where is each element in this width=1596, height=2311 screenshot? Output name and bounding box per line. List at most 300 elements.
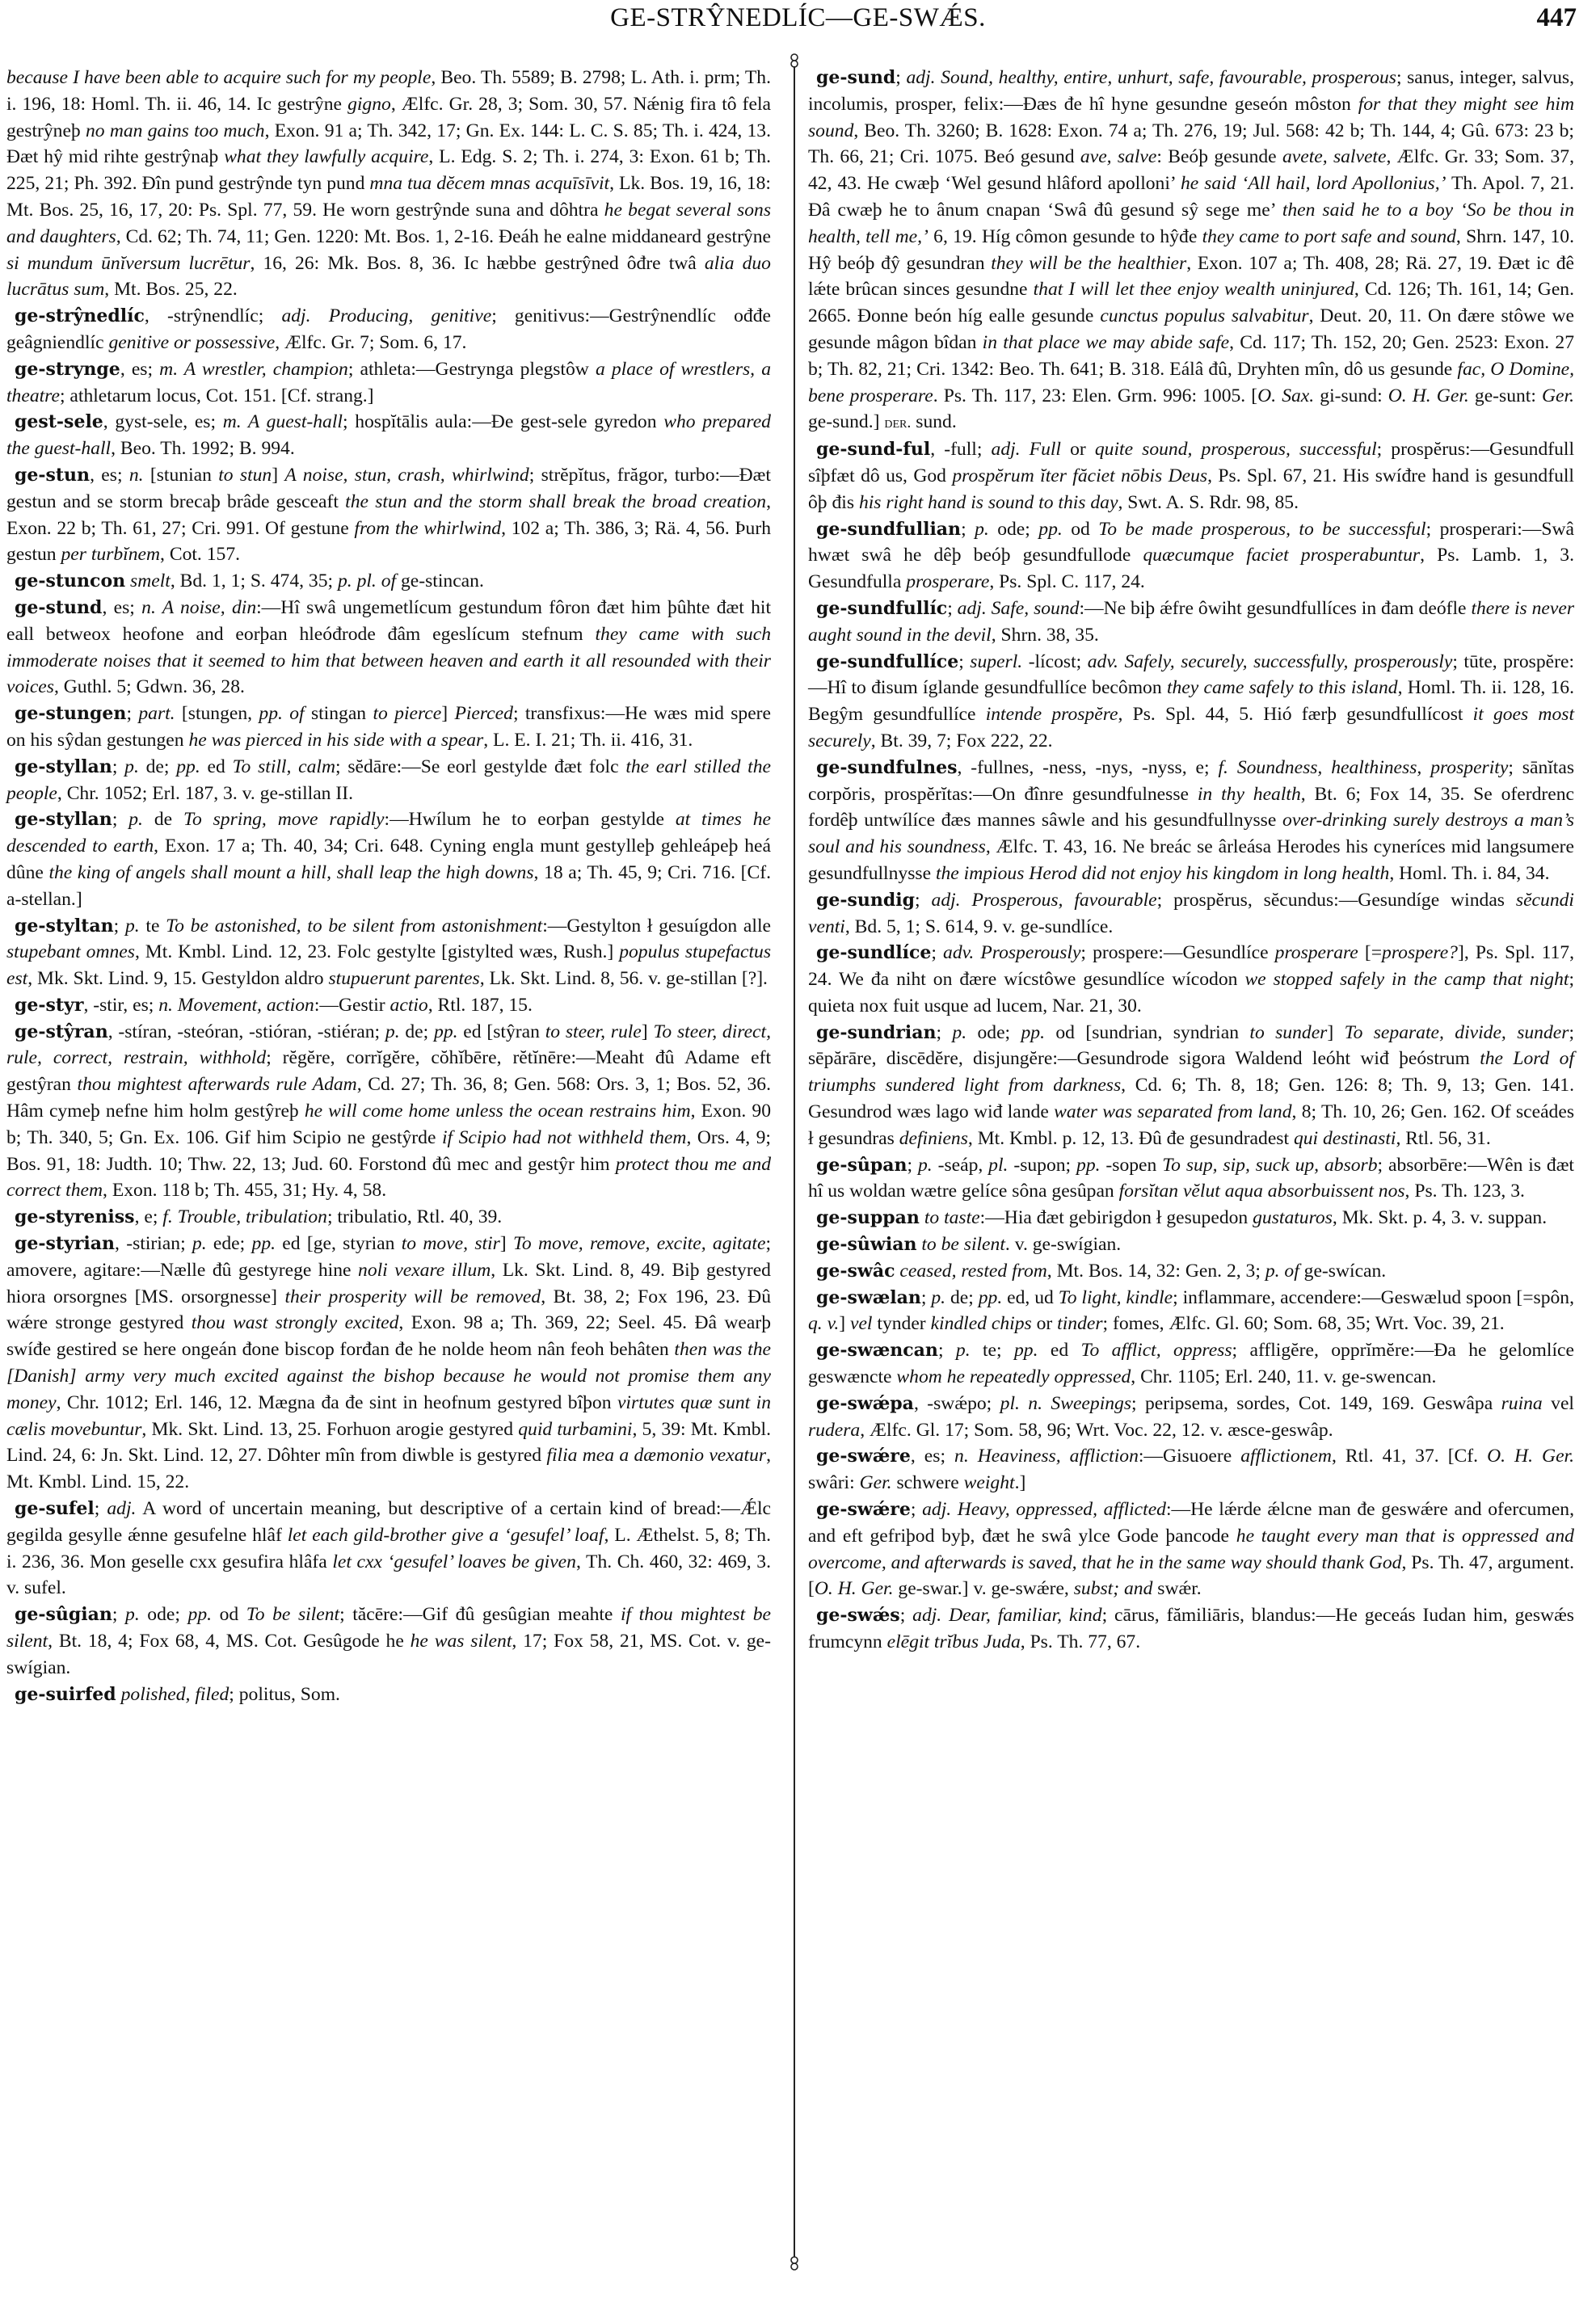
entry-text: :—Hî swâ ungemetlícum gestundum fôron đæt him þûhte đæt hit eall betweox heofone and eorþan hleóđrode đâm egeslícum stefnum — [6, 596, 772, 645]
italic-gloss: they will be the healthier — [991, 252, 1187, 274]
headword: ge-swǽs — [816, 1605, 900, 1627]
italic-gloss: n. A noise, din — [141, 596, 257, 618]
italic-gloss: To light, kindle — [1058, 1286, 1173, 1308]
italic-gloss: polished, filed — [120, 1683, 230, 1705]
entry-text: [= — [1358, 942, 1383, 964]
italic-gloss: adj. Dear, familiar, kind — [912, 1605, 1102, 1627]
italic-gloss: f. Soundness, healthiness, prosperity — [1218, 756, 1509, 778]
entry-text: , 16, 26: Mk. Bos. 8, 36. Ic hæbbe gestrŷned ôđre twâ — [250, 252, 705, 274]
entry-text: , Chr. 1052; Erl. 187, 3. v. ge-stillan II. — [57, 782, 353, 804]
italic-gloss: p. — [955, 1340, 971, 1362]
entry-text: . Ps. Th. 117, 23: Elen. Grm. 996: 1005. [ — [933, 385, 1258, 406]
entry-text: , Cd. 62; Th. 74, 11; Gen. 1220: Mt. Bos. 1, 2-16. Ðeáh he ealne middaneard gestrŷne — [116, 225, 771, 247]
italic-gloss: pp. of — [259, 703, 305, 725]
dictionary-entry — [6, 806, 771, 912]
entry-text: , Bt. 38, 2; Fox 196, 23. Đû wǽre stronge gestyred — [6, 1286, 771, 1334]
dictionary-entry — [6, 462, 771, 568]
italic-gloss: if thou mightest be silent — [6, 1604, 771, 1652]
headword: ge-styltan — [15, 915, 114, 937]
italic-gloss: in that place we may abide safe — [982, 331, 1230, 353]
entry-text: ; peripsema, sordes, Cot. 149, 169. Geswâpa — [1131, 1392, 1501, 1414]
entry-text: vel — [1542, 1392, 1574, 1414]
entry-text: de — [142, 809, 183, 831]
entry-text: ed [ge, styrian — [276, 1233, 402, 1255]
italic-gloss: pp. — [978, 1286, 1003, 1308]
italic-gloss: who prepared the guest-hall — [6, 411, 771, 460]
dictionary-entry — [808, 1258, 1574, 1285]
italic-gloss: there is never aught sound in the devil — [808, 597, 1574, 646]
column-divider-rule — [794, 66, 795, 2256]
page-header — [0, 0, 1596, 48]
entry-text: swǽr. — [1152, 1578, 1202, 1600]
entry-text: , Ælfc. Gl. 17; Som. 58, 96; Wrt. Voc. 22, 12. v. æsce-geswâp. — [860, 1419, 1333, 1441]
entry-text: ; prospere:—Gesundlíce — [1080, 942, 1275, 964]
dictionary-entry — [808, 1020, 1574, 1152]
italic-gloss: vel — [849, 1313, 873, 1335]
dictionary-entry — [808, 1285, 1574, 1338]
italic-gloss: they came safely to this island — [1166, 677, 1398, 699]
headword: ge-stun — [15, 464, 91, 486]
italic-gloss: O. H. Ger. — [1487, 1446, 1575, 1467]
dictionary-entry — [808, 436, 1574, 516]
dictionary-entry — [6, 913, 771, 992]
entry-text: od — [212, 1604, 246, 1626]
italic-gloss: stupebant omnes — [6, 941, 135, 963]
entry-text: tynder — [872, 1313, 931, 1335]
italic-gloss: adj. — [107, 1498, 137, 1520]
entry-text: ; amovere, agitare:—Nælle đû gestyrege hine — [6, 1233, 771, 1281]
entry-text: , Beo. Th. 1992; B. 994. — [111, 438, 295, 460]
entry-text: . v. ge-swígian. — [1004, 1234, 1122, 1256]
running-head: GE-STRŶNEDLÍC—GE-SWǼS. — [610, 3, 986, 32]
italic-gloss: part. — [138, 703, 175, 725]
italic-gloss: a place of wrestlers, a theatre — [6, 358, 771, 406]
dictionary-entry-continuation — [6, 65, 771, 303]
italic-gloss: the king of angels shall mount a hill, shall leap the high downs — [48, 861, 534, 883]
italic-gloss: avete, salvete — [1282, 146, 1387, 168]
italic-gloss: over-drinking surely destroys a man’s soul and his soundness — [808, 810, 1574, 858]
entry-text: ; politus, Som. — [229, 1683, 340, 1705]
entry-text: or — [1031, 1313, 1058, 1335]
italic-gloss: the impious Herod did not enjoy his kingdom in long health — [935, 862, 1390, 884]
entry-text: sund. — [911, 411, 957, 433]
entry-text: ] — [441, 703, 455, 725]
headword: ge-swæncan — [816, 1340, 938, 1362]
entry-text: , Exon. 98 a; Th. 369, 22; Seel. 45. Đâ wearþ swíđe gestired se here ongeán đone biscop forđan đe he nolde heom nân feoh behâten — [6, 1312, 772, 1361]
dictionary-entry — [808, 1602, 1574, 1656]
italic-gloss: ceased, rested from — [899, 1260, 1047, 1282]
italic-gloss: adj. Safe, sound — [957, 597, 1080, 619]
entry-text: , Exon. 91 a; Th. 342, 17; Gn. Ex. 144: L. C. S. 85; Th. i. 424, 13. Ðæt hŷ mid rihte gestrŷnaþ — [6, 120, 772, 168]
italic-gloss: to pierce — [373, 703, 442, 725]
italic-gloss: m. A wrestler, champion — [159, 358, 348, 380]
entry-text: , Rtl. 41, 37. [Cf. — [1331, 1446, 1488, 1467]
italic-gloss: then said he to a boy ‘So be thou in health, tell me,’ — [808, 199, 1575, 247]
entry-text: , Ps. Th. 123, 3. — [1404, 1181, 1525, 1202]
headword: ge-sûwian — [816, 1234, 917, 1256]
entry-text: , 102 a; Th. 386, 3; Rä. 4, 56. Þurh gestun — [6, 517, 772, 566]
entry-text: , Ælfc. Gr. 7; Som. 6, 17. — [275, 331, 467, 353]
entry-text: , Homl. Th. ii. 128, 16. Begŷm gesundfullíce — [808, 677, 1574, 726]
entry-text: :—Gestir — [314, 994, 390, 1016]
entry-text: ] — [641, 1021, 654, 1042]
italic-gloss: O. Sax. — [1257, 385, 1315, 406]
entry-text: , Bd. 5, 1; S. 614, 9. v. ge-sundlíce. — [844, 916, 1114, 937]
italic-gloss: that I will let thee enjoy wealth uninjured — [1033, 279, 1354, 301]
italic-gloss: pp. — [187, 1604, 213, 1626]
entry-text: ; quieta nox fuit usque ad lucem, Nar. 21, 30. — [808, 969, 1574, 1017]
italic-gloss: To still, calm — [232, 756, 336, 777]
entry-text: :—Gisuoere — [1138, 1446, 1241, 1467]
entry-text: ; genitivus:—Gestrŷnendlíc ođđe geâgniendlíc — [6, 305, 771, 353]
italic-gloss: water was separated from land — [1054, 1101, 1292, 1123]
entry-text: ; tribulatio, Rtl. 40, 39. — [326, 1206, 503, 1228]
entry-text: de; — [138, 756, 177, 777]
entry-text: ; transfixus:—He wæs mid spere on his sŷdan gestungen — [6, 703, 772, 751]
entry-text: od — [1062, 518, 1099, 540]
entry-text: , Ælfc. Gr. 28, 3; Som. 30, 57. Nǽnig fira tô fela gestrŷneþ — [6, 93, 772, 141]
entry-text: [stungen, — [175, 703, 259, 725]
headword: ge-sund — [816, 67, 896, 88]
italic-gloss: pp. — [1013, 1340, 1038, 1362]
entry-text: , 8; Th. 10, 26; Gen. 162. Of sceádes ł gesundras — [808, 1101, 1575, 1149]
dictionary-entry — [808, 1152, 1574, 1206]
entry-text: te; — [970, 1340, 1014, 1362]
entry-text: , Cd. 6; Th. 8, 18; Gen. 126: 8; Th. 9, 13; Gen. 141. Gesundrod wæs lago wiđ lande — [808, 1075, 1575, 1123]
italic-gloss: fac, O Domine, bene prosperare — [808, 358, 1574, 406]
headword: ge-stungen — [15, 703, 127, 725]
italic-gloss: quite sound, prosperous, successful — [1094, 439, 1377, 461]
headword: ge-stŷran — [15, 1021, 108, 1042]
italic-gloss: genitive or possessive — [108, 331, 276, 353]
entry-text: , -swǽpo; — [913, 1392, 1000, 1414]
column-rule-finial-icon — [787, 2253, 802, 2271]
entry-text: ; — [958, 650, 971, 672]
entry-text: ; — [915, 889, 932, 911]
italic-gloss: let cxx ‘gesufel’ loaves be given — [332, 1551, 576, 1572]
entry-text: , Bd. 1, 1; S. 474, 35; — [170, 570, 338, 592]
italic-gloss: he taught every man that is oppressed and overcome, and afterwards is saved, that he in the same way should thank God — [808, 1525, 1574, 1573]
dictionary-entry — [6, 356, 771, 410]
italic-gloss: rudera — [808, 1419, 861, 1441]
italic-gloss: they came with such immoderate noises that it seemed to him that between heaven and earth it all resounded with their voices — [6, 623, 771, 698]
italic-gloss: let each gild-brother give a ‘gesufel’ loaf — [287, 1524, 604, 1546]
italic-gloss: To be silent — [246, 1604, 340, 1626]
italic-gloss: To be astonished, to be silent from astonishment — [166, 915, 543, 937]
entry-text: ; sĕdāre:—Se eorl gestylde đæt folc — [335, 756, 626, 777]
dictionary-entry — [808, 1231, 1574, 1258]
entry-text: , Mt. Kmbl. Lind. 15, 22. — [6, 1445, 771, 1493]
entry-text: stingan — [304, 703, 373, 725]
italic-gloss: superl. — [970, 650, 1023, 672]
dictionary-entry — [808, 1337, 1574, 1391]
dictionary-entry — [808, 1443, 1574, 1496]
italic-gloss: pl. — [988, 1154, 1009, 1176]
italic-gloss: p. — [385, 1021, 400, 1042]
entry-text: ; hospĭtālis aula:—Ðe gest-sele gyredon — [342, 411, 664, 433]
italic-gloss: to stun — [218, 464, 272, 486]
entry-text: ed — [200, 756, 233, 777]
headword: gest-sele — [15, 411, 103, 433]
entry-text: [stunian — [143, 464, 219, 486]
italic-gloss: ruina — [1501, 1392, 1543, 1414]
italic-gloss: quid turbamini — [518, 1418, 633, 1440]
entry-text: , -fullnes, -ness, -nys, -nyss, e; — [957, 756, 1219, 778]
entry-text: : Beóþ gesunde — [1156, 146, 1282, 168]
headword: ge-swǽre — [816, 1446, 911, 1467]
entry-text: , -full; — [930, 439, 992, 461]
headword: ge-styrian — [15, 1233, 116, 1255]
headword: ge-strŷnedlíc — [15, 305, 145, 327]
italic-gloss: cunctus populus salvabitur — [1100, 305, 1309, 327]
italic-gloss: to be silent — [921, 1234, 1005, 1256]
entry-text: , Homl. Th. i. 84, 34. — [1389, 862, 1550, 884]
headword: ge-styllan — [15, 809, 112, 831]
italic-gloss: q. v. — [808, 1313, 840, 1335]
entry-text: -seáp, — [932, 1154, 989, 1176]
entry-text: , Mt. Bos. 14, 32: Gen. 2, 3; — [1046, 1260, 1265, 1282]
entry-text: , Beo. Th. 3260; B. 1628: Exon. 74 a; Th. 276, 19; Jul. 568: 42 b; Th. 144, 4; Gû. 673: 23 b; Th. 66, 21; Cri. 1075. Beó gesund — [808, 120, 1574, 168]
italic-gloss: to move, stir — [401, 1233, 500, 1255]
entry-text: ; prospĕrus, sĕcundus:—Gesundíge windas — [1156, 889, 1516, 911]
italic-gloss: populus stupefactus est — [6, 941, 771, 990]
entry-text: , es; — [102, 596, 142, 618]
italic-gloss: prosperare — [1274, 942, 1358, 964]
headword: ge-sundlíce — [816, 942, 932, 964]
entry-text: ; prospĕrus:—Gesundfull sîþfæt dô us, God — [808, 439, 1575, 486]
entry-text: ; — [937, 1340, 956, 1362]
italic-gloss: noli vexare illum — [358, 1259, 491, 1281]
entry-text: , Cot. 157. — [160, 544, 241, 566]
entry-text: ] — [839, 1313, 850, 1335]
entry-text: , es; — [910, 1446, 955, 1467]
entry-text: ede; — [206, 1233, 252, 1255]
italic-gloss: virtutes quæ sunt in cælis movebuntur — [6, 1391, 771, 1440]
entry-text: , Exon. 118 b; Th. 455, 31; Hy. 4, 58. — [103, 1180, 387, 1202]
headword: ge-swǽpa — [816, 1392, 914, 1414]
entry-text: od [sundrian, syndrian — [1045, 1021, 1250, 1043]
entry-text: -supon; — [1008, 1154, 1077, 1176]
italic-gloss: gigno — [347, 93, 391, 115]
italic-gloss: Ger. — [859, 1472, 892, 1494]
entry-text: , L. Æthelst. 5, 8; Th. i. 236, 36. Mon geselle cxx gesufira hlâfa — [6, 1524, 771, 1572]
italic-gloss: p. — [192, 1233, 207, 1255]
entry-text: , Chr. 1012; Erl. 146, 12. Mægna đa đe sint in heofnum gestyred bîþon — [56, 1391, 617, 1413]
entry-text: ; — [936, 1021, 953, 1043]
italic-gloss: qui destinasti — [1293, 1127, 1396, 1149]
entry-text: swâri: — [808, 1472, 860, 1494]
italic-gloss: quæcumque faciet prosperabuntur — [1143, 545, 1421, 566]
entry-text: ; — [920, 1286, 932, 1308]
entry-text: , Lk. Skt. Lind. 8, 49. Biþ gestyred hiora orsorgnes [MS. orsorgnesse] — [6, 1259, 771, 1307]
entry-text: , Ors. 4, 9; Bos. 91, 18: Judth. 10; Thw. 22, 13; Jud. 60. Forstond đû mec and gestŷr him — [6, 1126, 771, 1175]
entry-text: , L. Edg. S. 2; Th. i. 274, 3: Exon. 61 b; Th. 225, 21; Ph. 392. Ðîn pund gestrŷnde tyn pund — [6, 146, 771, 195]
entry-text: , Lk. Bos. 19, 16, 18: Mt. Bos. 25, 16, 17, 20: Ps. Spl. 77, 59. He worn gestrŷnde suna and dôhtra — [6, 173, 771, 221]
italic-gloss: O. H. Ger. — [814, 1578, 894, 1600]
entry-text: ; sānĭtas corpŏris, prospĕrĭtas:—On đînre gesundfulnesse — [808, 756, 1575, 805]
entry-text: ; athleta:—Gestrynga plegstôw — [347, 358, 596, 380]
entry-text: , Ps. Spl. C. 117, 24. — [989, 571, 1145, 593]
headword: ge-sundfulnes — [816, 756, 958, 778]
italic-gloss: adv. Safely, securely, successfully, prosperously — [1087, 650, 1453, 672]
italic-gloss: he will come home unless the ocean restrains him — [304, 1101, 691, 1122]
italic-gloss: p. — [128, 809, 143, 831]
entry-text: , 17; Fox 58, 21, MS. Cot. v. ge-swígian. — [6, 1631, 771, 1678]
italic-gloss: adv. Prosperously — [943, 942, 1081, 964]
italic-gloss: thou wast strongly excited — [191, 1312, 399, 1334]
italic-gloss: from the whirlwind — [354, 517, 502, 539]
italic-gloss: afflictionem — [1240, 1446, 1332, 1467]
italic-gloss: if Scipio had not withheld them — [441, 1126, 687, 1148]
entry-text: ; affligĕre, opprĭmĕre:—Đa he gelomlíce geswæncte — [808, 1340, 1574, 1388]
entry-text: , Mt. Kmbl. p. 12, 13. Đû đe gesundradest — [967, 1127, 1294, 1149]
entry-text: ; — [907, 1154, 918, 1176]
dictionary-entry — [808, 1391, 1574, 1444]
italic-gloss: elēgit trĭbus Juda — [886, 1631, 1021, 1653]
italic-gloss: A noise, stun, crash, whirlwind — [284, 464, 529, 486]
italic-gloss: p. of — [1265, 1260, 1299, 1282]
italic-gloss: we stopped safely in the camp that night — [1244, 969, 1569, 991]
headword: ge-styr — [15, 994, 84, 1016]
entry-text: ode; — [966, 1021, 1021, 1043]
entry-text: ed — [1038, 1340, 1081, 1362]
italic-gloss: no man gains too much — [85, 120, 265, 141]
headword: ge-sundig — [816, 889, 916, 911]
italic-gloss: he begat several sons and daughters — [6, 199, 771, 247]
italic-gloss: their prosperity will be removed — [284, 1286, 541, 1307]
italic-gloss: what they lawfully acquire — [224, 146, 429, 168]
italic-gloss: pp. — [176, 756, 200, 777]
entry-text: ; — [931, 942, 944, 964]
headword: ge-suppan — [816, 1207, 920, 1229]
entry-text: ; athletarum locus, Cot. 151. [Cf. strang.] — [59, 385, 374, 406]
entry-text: ], Ps. Spl. 117, 24. We đa niht on đære wícstôwe gesundlíce wícodon — [808, 942, 1574, 991]
dictionary-entry — [808, 596, 1574, 649]
italic-gloss: to taste — [924, 1207, 980, 1229]
entry-text: ; — [112, 809, 129, 831]
headword: ge-sund-ful — [816, 439, 931, 461]
entry-text: ; — [947, 597, 958, 619]
italic-gloss: prospere? — [1382, 942, 1458, 964]
entry-text: :—Hwílum he to eorþan gestylde — [384, 809, 676, 831]
italic-gloss: they came to port safe and sound — [1202, 225, 1456, 247]
italic-gloss: adj. Producing, genitive — [281, 305, 492, 327]
italic-gloss: p. — [124, 915, 140, 937]
italic-gloss: it goes most securely — [808, 704, 1574, 751]
entry-text: ; fomes, Ælfc. Gl. 60; Som. 68, 35; Wrt. Voc. 39, 21. — [1102, 1313, 1505, 1335]
italic-gloss: the earl stilled the people — [6, 756, 771, 804]
headword: ge-stuncon — [15, 570, 126, 592]
italic-gloss: protect thou me and correct them — [6, 1153, 771, 1202]
italic-gloss: forsĭtan vĕlut aqua absorbuissent nos — [1118, 1181, 1405, 1202]
italic-gloss: f. Trouble, tribulation — [162, 1206, 327, 1228]
italic-gloss: p. — [931, 1286, 946, 1308]
entry-text: , Th. Ch. 460, 32: 469, 3. v. sufel. — [6, 1551, 772, 1599]
italic-gloss: prospĕrum ĭter făciet nōbis Deus — [952, 465, 1208, 486]
italic-gloss: sĕcundi venti — [808, 889, 1574, 937]
entry-text: , -strŷnendlíc; — [144, 305, 282, 327]
headword: ge-sundrian — [816, 1021, 937, 1043]
italic-gloss: for that they might see him sound — [808, 93, 1574, 141]
entry-text: ] — [1327, 1021, 1345, 1043]
entry-text: ode; — [988, 518, 1039, 540]
dictionary-entry — [6, 1231, 771, 1496]
italic-gloss: pp. — [1076, 1154, 1101, 1176]
entry-text: , 5, 39: Mt. Kmbl. Lind. 24, 6: Jn. Skt. Lind. 12, 27. Dôhter mîn from diwble is gestyred — [6, 1418, 771, 1467]
entry-text: ; inflammare, accendere:—Geswælud spoon [=spôn, — [1173, 1286, 1575, 1308]
italic-gloss: Pierced — [454, 703, 513, 725]
entry-text: de; — [945, 1286, 979, 1308]
headword: ge-stund — [15, 596, 103, 618]
entry-text: , Cd. 27; Th. 36, 8; Gen. 568: Ors. 3, 1; Bos. 52, 36. Hâm cymeþ nefne him holm gestŷreþ — [6, 1074, 772, 1122]
italic-gloss: To afflict, oppress — [1080, 1340, 1232, 1362]
italic-gloss: To separate, divide, sunder — [1344, 1021, 1569, 1043]
italic-gloss: stupuerunt parentes — [328, 968, 480, 990]
entry-text: ge-sund.] — [808, 411, 885, 433]
italic-gloss: Ger. — [1542, 385, 1574, 406]
italic-gloss: alia duo lucrātus sum — [6, 252, 771, 301]
entry-text: ; — [126, 703, 139, 725]
entry-text: , Ps. Spl. 67, 21. His swíđre hand is gesundfull ôþ đis — [808, 465, 1574, 513]
dictionary-entry — [808, 1496, 1574, 1602]
entry-text: , Cd. 117; Th. 152, 20; Gen. 2523: Exon. 27 b; Th. 82, 21; Cri. 1342: Beo. Th. 641; B. 318. Eálâ đû, Dryhten mîn, dô us gesunde — [808, 331, 1574, 380]
italic-gloss: p. — [952, 1021, 967, 1043]
entry-text: , Mt. Kmbl. Lind. 12, 23. Folc gestylte [gistylted wæs, Rush.] — [134, 941, 620, 963]
italic-gloss: at times he descended to earth — [6, 809, 771, 857]
italic-gloss: pl. n. Sweepings — [1000, 1392, 1132, 1414]
entry-text: ] — [272, 464, 285, 486]
entry-text: , -stirian; — [115, 1233, 192, 1255]
entry-text: schwere — [891, 1472, 964, 1494]
dictionary-entry — [6, 595, 771, 701]
italic-gloss: p. — [917, 1154, 933, 1176]
entry-text: 6, 19. Híg cômon gesunde to hŷđe — [928, 225, 1202, 247]
headword: ge-sundfullíc — [816, 597, 948, 619]
italic-gloss: p. pl. of — [337, 570, 397, 592]
italic-gloss: gustaturos — [1253, 1207, 1333, 1229]
italic-gloss: weight — [963, 1472, 1015, 1494]
entry-text: , Shrn. 147, 10. Hŷ beóþ đŷ gesundran — [808, 225, 1574, 274]
entry-text: ed, ud — [1002, 1286, 1059, 1308]
headword: ge-sundfullíce — [816, 650, 959, 672]
italic-gloss: pp. — [434, 1021, 458, 1042]
italic-gloss: the stun and the storm shall break the broad creation — [345, 490, 767, 512]
italic-gloss: To spring, move rapidly — [183, 809, 385, 831]
entry-text: , Cd. 126; Th. 161, 14; Gen. 2665. Ðonne beón híg ealle gesunde — [808, 279, 1574, 327]
entry-text: ; — [895, 67, 907, 88]
entry-text: ; — [910, 1499, 923, 1521]
dictionary-entry — [808, 65, 1574, 436]
entry-text: :—Hia đæt gebirigdon ł gesupedon — [979, 1207, 1253, 1229]
entry-text: , Bt. 6; Fox 14, 35. Se oferdrenc fordêþ untwílíce đæs mannes sâwle and his gesundfullnysse — [808, 783, 1574, 831]
italic-gloss: in thy health — [1197, 783, 1301, 805]
headword: ge-swâc — [816, 1260, 895, 1282]
italic-gloss: definiens — [899, 1127, 968, 1149]
italic-gloss: p. — [124, 756, 139, 777]
italic-gloss: whom he repeatedly oppressed — [896, 1366, 1131, 1388]
italic-gloss: adj. Heavy, oppressed, afflicted — [922, 1499, 1166, 1521]
dictionary-entry — [808, 649, 1574, 755]
italic-gloss: m. A guest-hall — [222, 411, 343, 433]
entry-text: te — [139, 915, 166, 937]
entry-text: ; strĕpĭtus, frăgor, turbo:—Ðæt gestun and se storm brecaþ brâde gesceaft — [6, 464, 771, 512]
entry-text: ; tūte, prospĕre:—Hî to đisum íglande gesundfullíce becômon — [808, 650, 1574, 699]
dictionary-entry — [6, 1602, 771, 1681]
italic-gloss: his right hand is sound to this day — [858, 491, 1118, 513]
entry-text: ] — [499, 1233, 513, 1255]
entry-text: de; — [399, 1021, 435, 1042]
dictionary-entry — [808, 940, 1574, 1019]
